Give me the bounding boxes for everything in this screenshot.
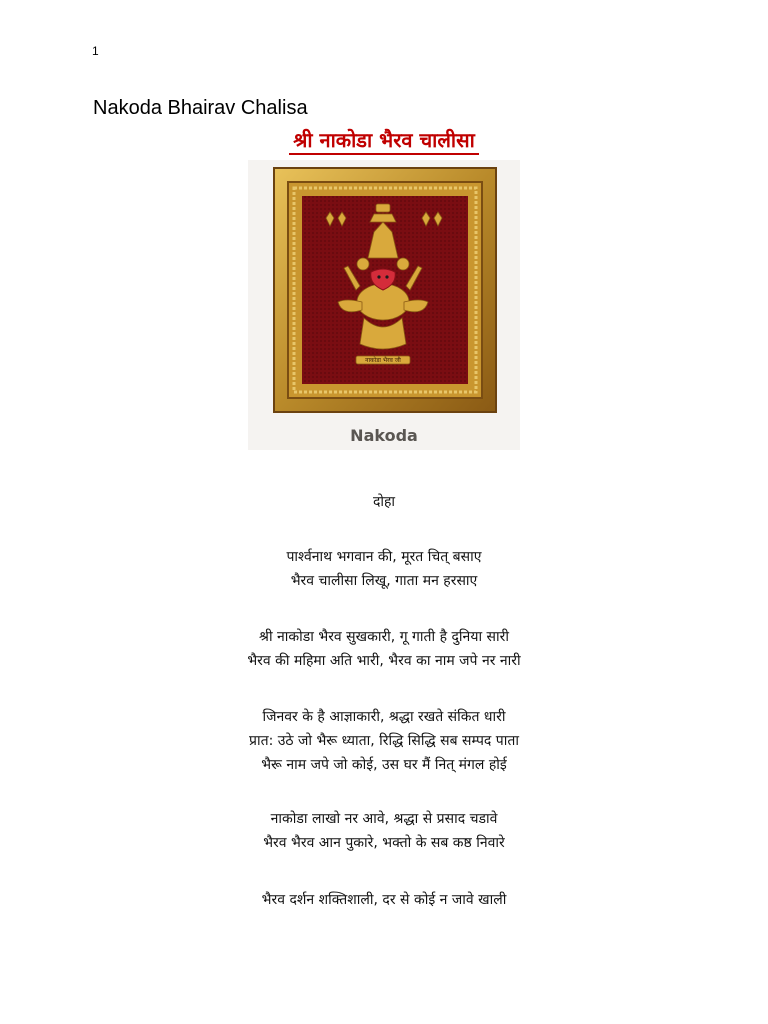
stanza-2 (0, 625, 768, 673)
doha-heading-text: दोहा (372, 494, 396, 510)
verse-line: भैरव दर्शन शक्तिशाली, दर से कोई न जावे खाली (261, 892, 507, 908)
page-number: 1 (92, 44, 99, 58)
verse-line: भैरव की महिमा अति भारी, भैरव का नाम जपे नर नारी (247, 653, 521, 669)
framed-deity-illustration (248, 160, 520, 420)
stanza-4 (0, 807, 768, 855)
verse-line: पार्श्वनाथ भगवान की, मूरत चित् बसाए (286, 549, 482, 565)
verse-line: श्री नाकोडा भैरव सुखकारी, गू गाती है दुनिया सारी (259, 629, 509, 645)
stanza-5 (0, 888, 768, 912)
verse-line: भैरू नाम जपे जो कोई, उस घर मैं नित् मंगल होई (261, 757, 507, 773)
verse-line: भैरव भैरव आन पुकारे, भक्तो के सब कष्ठ निवारे (263, 835, 505, 851)
plaque-text: नाकोडा भैरव जी (365, 357, 401, 364)
verse-line: नाकोडा लाखो नर आवे, श्रद्धा से प्रसाद चडावे (270, 811, 498, 827)
figure-caption: Nakoda (350, 426, 418, 445)
nakoda-bhairav-framed-image (248, 160, 520, 450)
verse-line: प्रात: उठे जो भैरू ध्याता, रिद्धि सिद्धि सब सम्पद पाता (249, 733, 519, 749)
verse-line: भैरव चालीसा लिखू, गाता मन हरसाए (290, 573, 478, 589)
doha-heading (0, 490, 768, 514)
stanza-1 (0, 545, 768, 593)
stanza-3 (0, 705, 768, 777)
hindi-title-text: श्री नाकोडा भैरव चालीसा (289, 128, 479, 155)
hindi-title (0, 126, 768, 153)
verse-line: जिनवर के है आज्ञाकारी, श्रद्धा रखते संकित धारी (262, 709, 506, 725)
english-title: Nakoda Bhairav Chalisa (93, 97, 308, 119)
